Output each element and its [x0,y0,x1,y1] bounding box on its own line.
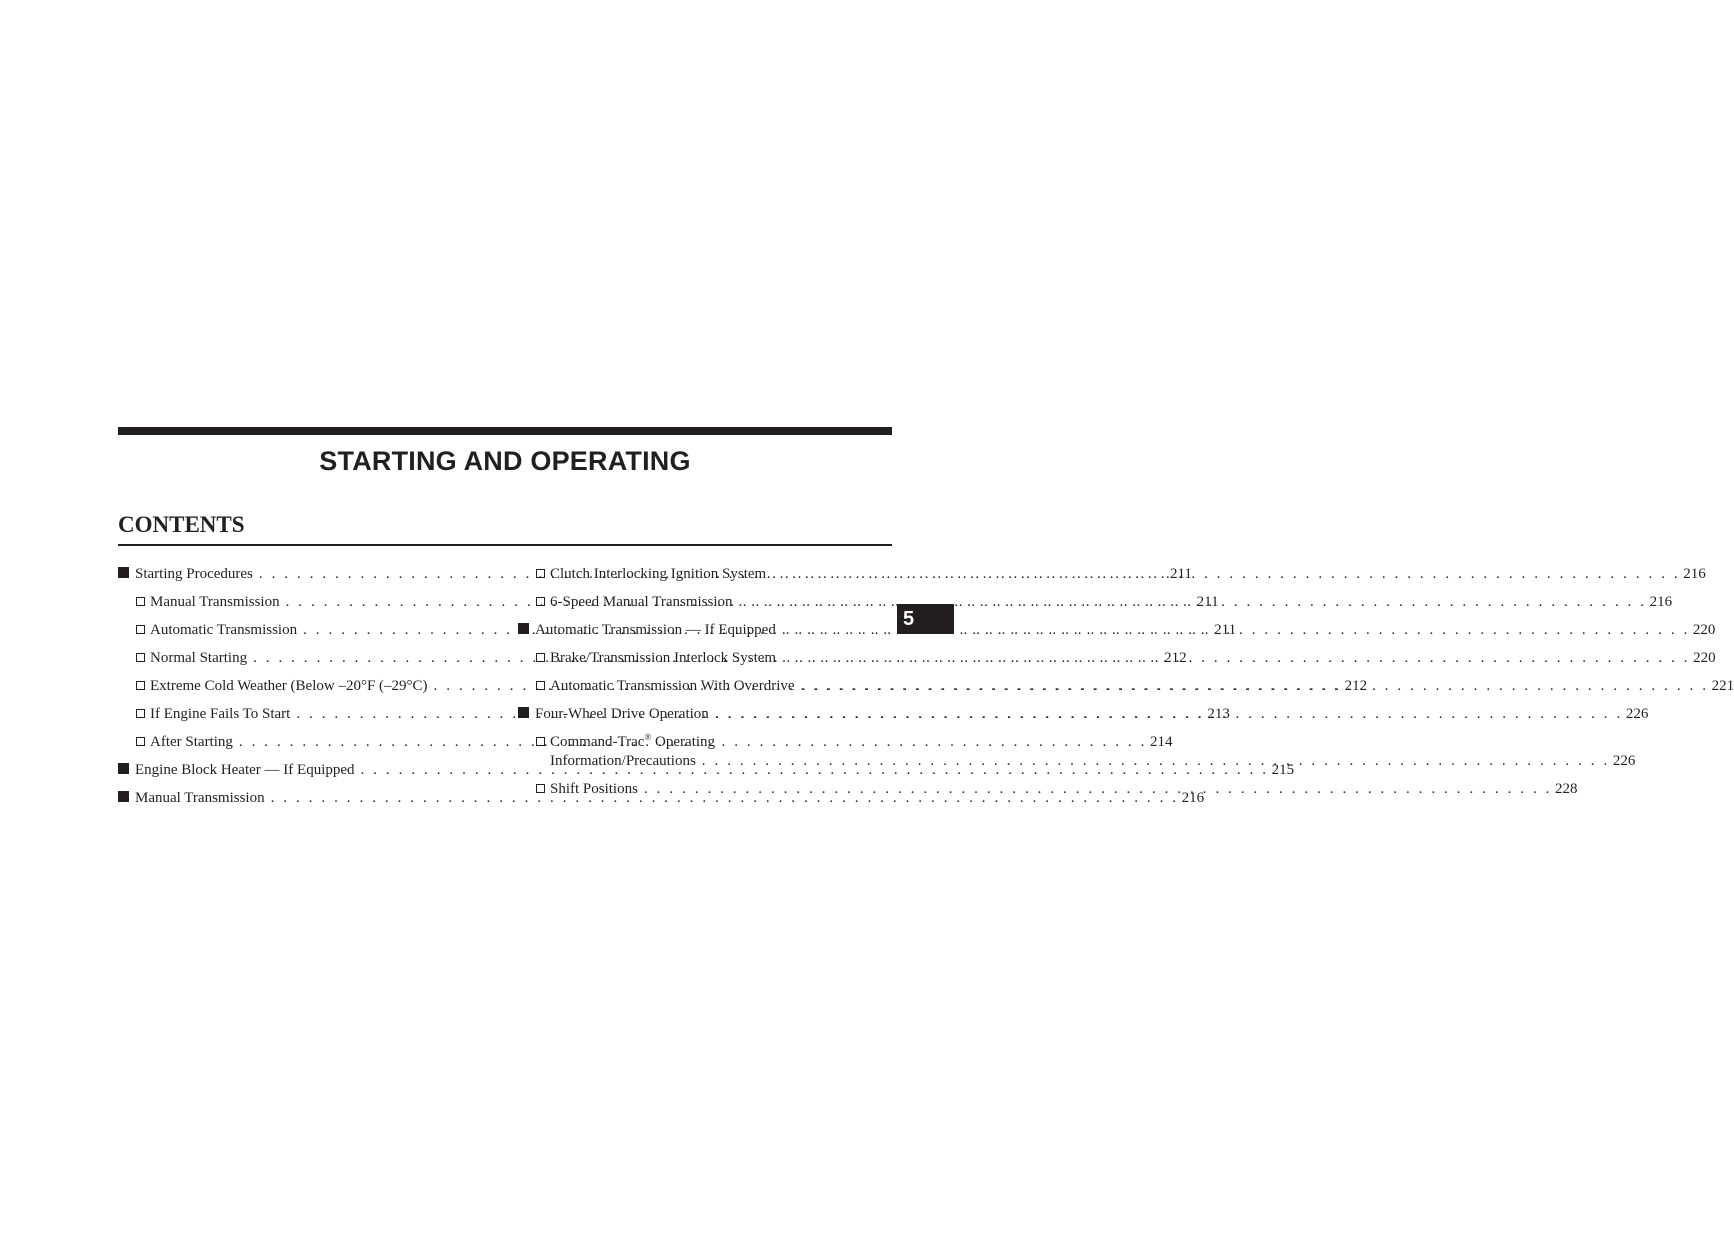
open-square-bullet-icon [536,569,545,578]
toc-entry-page: 216 [1683,566,1706,582]
toc-entry-page: 215 [1271,762,1295,778]
open-square-bullet-icon [536,784,545,793]
toc-entry-label: Automatic Transmission With Overdrive [550,678,795,694]
contents-heading: CONTENTS [118,512,245,537]
toc-entry-label: Four-Wheel Drive Operation [535,706,709,722]
dot-leader [739,593,1647,612]
toc-entry-page: 211 [1214,622,1237,638]
toc-entry-label: Automatic Transmission [150,622,298,638]
toc-entry-page: 226 [1612,753,1636,769]
toc-entry-label-part: Operating [651,734,716,750]
toc-entry-label: Automatic Transmission — If Equipped [535,622,776,638]
toc-entry-label: Starting Procedures [135,566,253,582]
chapter-top-rule [118,427,892,435]
open-square-bullet-icon [136,709,145,718]
toc-entry-page: 213 [1207,706,1230,722]
toc-entry-label-line1 [550,733,1635,752]
toc-entry-page: 221 [1711,678,1734,694]
open-square-bullet-icon [536,653,545,662]
registered-mark: ® [644,732,652,742]
dot-leader [702,752,1610,771]
toc-entry-page: 220 [1692,622,1716,638]
toc-entry-label-line2 [550,752,1635,771]
dot-leader [644,780,1552,799]
dot-leader [772,565,1680,584]
open-square-bullet-icon [536,597,545,606]
toc-entry-page: 216 [1181,790,1205,806]
toc-entry-label: Clutch Interlocking Ignition System [550,566,767,582]
solid-square-bullet-icon [118,763,129,774]
toc-entry-page: 228 [1555,781,1578,797]
open-square-bullet-icon [136,653,145,662]
toc-entry-page: 214 [1149,734,1173,750]
toc-entry-label: Shift Positions [550,781,638,797]
open-square-bullet-icon [136,597,145,606]
toc-entry-multiline [550,733,1635,771]
toc-entry-label: After Starting [150,734,233,750]
chapter-title: STARTING AND OPERATING [319,446,691,476]
solid-square-bullet-icon [518,623,529,634]
open-square-bullet-icon [536,737,545,746]
toc-entry-label: 6-Speed Manual Transmission [550,594,733,610]
toc-entry-label: Manual Transmission [135,790,265,806]
open-square-bullet-icon [136,625,145,634]
toc-entry-page: 220 [1693,650,1716,666]
open-square-bullet-icon [136,737,145,746]
toc-entry-label: Extreme Cold Weather (Below –20°F (–29°C) [150,678,428,694]
toc-entry-page: 211 [1196,594,1219,610]
toc-entry-label: Manual Transmission [150,594,280,610]
toc-entry-page: 226 [1625,706,1649,722]
dot-leader [782,649,1690,668]
toc-entry-label: Engine Block Heater — If Equipped [135,762,355,778]
toc-entry-label: Information/Precautions [550,753,696,769]
toc-entry-page: 211 [1169,566,1192,582]
toc-entry-page: 212 [1344,678,1368,694]
toc-entry-label-part: Command-Trac [550,734,645,750]
chapter-tab-marker: 5 [897,604,954,634]
toc-entry-label: Normal Starting [150,650,248,666]
dot-leader [801,677,1709,696]
toc-entry-page: 216 [1649,594,1673,610]
toc-entry-label: If Engine Fails To Start [150,706,291,722]
open-square-bullet-icon [136,681,145,690]
toc-entry-page: 212 [1164,650,1187,666]
contents-rule [118,544,892,546]
solid-square-bullet-icon [118,567,129,578]
toc-entry-label: Brake/Transmission Interlock System [550,650,777,666]
open-square-bullet-icon [536,681,545,690]
dot-leader [715,705,1623,724]
solid-square-bullet-icon [118,791,129,802]
solid-square-bullet-icon [518,707,529,718]
